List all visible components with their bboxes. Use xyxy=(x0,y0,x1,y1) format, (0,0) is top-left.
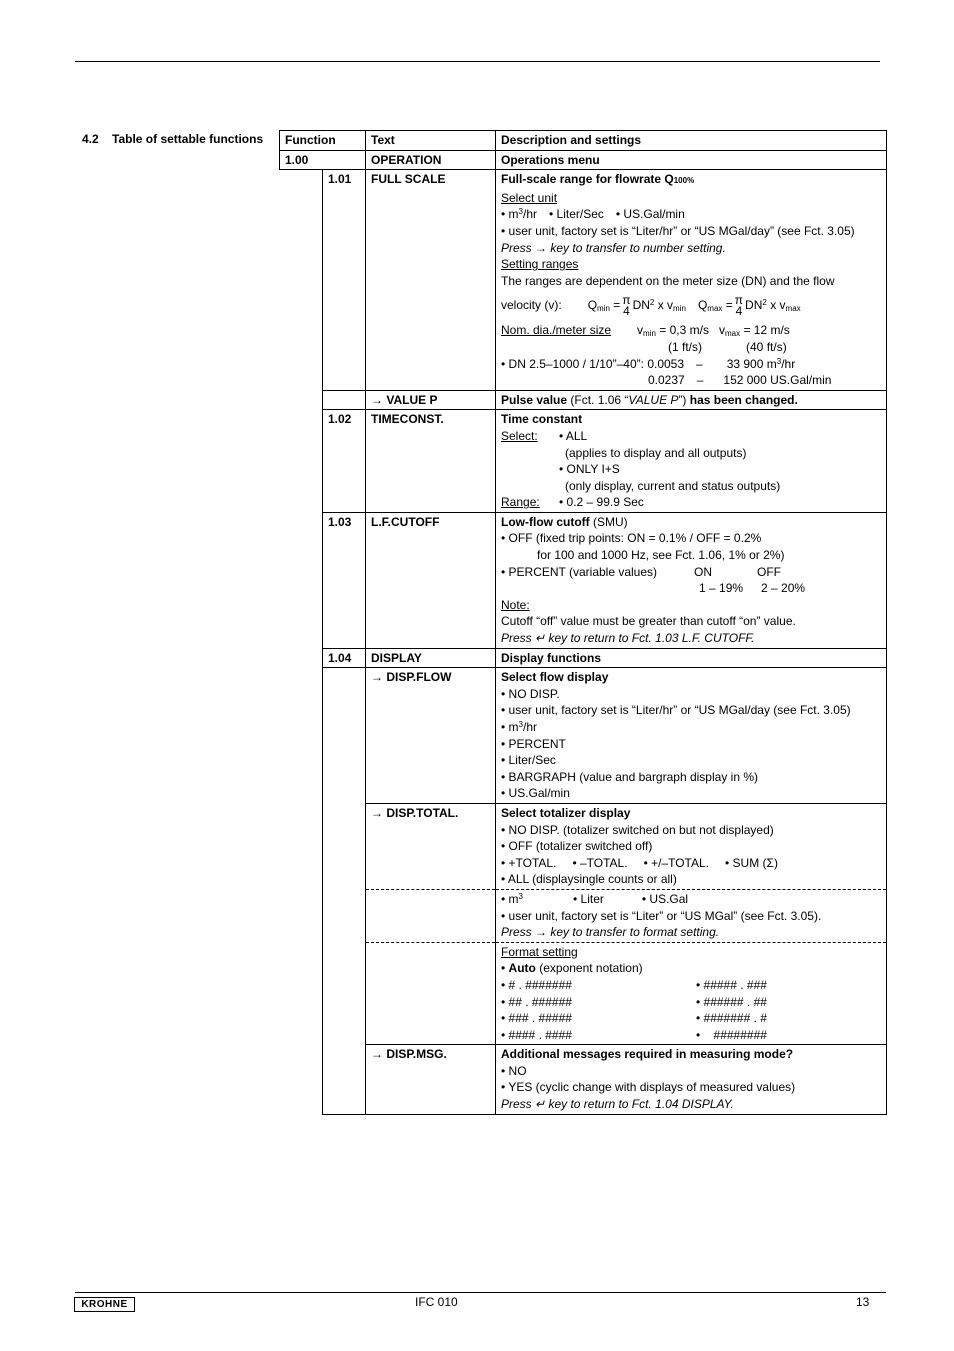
desc-line: Nom. dia./meter size $v_{min} = 0,3$ m/s $v_{max} = 12$ m/s xyxy=(501,323,790,339)
desc-line: (1 ft/s) (40 ft/s) xyxy=(668,339,787,354)
desc-line: 1 – 19% 2 – 20% xyxy=(699,581,806,596)
header-function: Function xyxy=(280,131,366,151)
function-description: Display functions xyxy=(496,648,887,668)
desc-title: Additional messages required in measuring mode? xyxy=(501,1047,794,1062)
header-text: Text xyxy=(366,131,496,151)
desc-line: • user unit, factory set is “Liter/hr” or “US MGal/day” (see Fct. 3.05) xyxy=(501,223,855,238)
desc-line: • NO xyxy=(501,1063,527,1078)
desc-line: • ONLY I+S xyxy=(559,462,620,477)
desc-line: • NO DISP. (totalizer switched on but not displayed) xyxy=(501,822,774,837)
desc-line: • DN 2.5–1000 / 1/10”–40”: 0.0053 – 33 900 $m^3/hr$ xyxy=(501,356,796,371)
function-text: → VALUE P xyxy=(366,390,496,410)
desc-line: (applies to display and all outputs) xyxy=(565,445,747,460)
function-text: → DISP.FLOW xyxy=(366,668,496,804)
footer-model: IFC 010 xyxy=(415,1295,458,1309)
function-description xyxy=(496,942,887,1045)
desc-subheading: Select unit xyxy=(501,190,558,205)
desc-line: • #### . #### • ######## xyxy=(501,1027,767,1042)
desc-line: Press → key to transfer to format setting. xyxy=(501,925,720,940)
desc-line: • ### . ##### • ####### . # xyxy=(501,1011,767,1026)
function-text: → DISP.MSG. xyxy=(366,1045,496,1114)
table-row xyxy=(280,512,887,648)
desc-line: • OFF (totalizer switched off) xyxy=(501,839,653,854)
function-description xyxy=(496,889,887,942)
function-text: DISPLAY xyxy=(366,648,496,668)
desc-title: Full-scale range for flowrate Q100% xyxy=(501,172,695,187)
function-number: 1.00 xyxy=(280,150,366,170)
desc-line: Range: • 0.2 – 99.9 Sec xyxy=(501,495,644,510)
page-number: 13 xyxy=(856,1295,870,1309)
desc-subheading: Setting ranges xyxy=(501,257,579,272)
desc-line: • US.Gal/min xyxy=(501,786,570,801)
desc-title: Select totalizer display xyxy=(501,805,631,820)
desc-line: • PERCENT xyxy=(501,736,566,751)
function-description: Pulse value (Fct. 1.06 “VALUE P”) has been changed. xyxy=(496,390,887,410)
table-row xyxy=(280,889,887,942)
function-text: L.F.CUTOFF xyxy=(366,512,496,648)
desc-line: • Liter/Sec xyxy=(501,753,556,768)
section-title: Table of settable functions xyxy=(112,132,264,146)
desc-line: • BARGRAPH (value and bargraph display in %) xyxy=(501,769,758,784)
function-number: 1.02 xyxy=(323,410,366,513)
desc-line: Press ↵ key to return to Fct. 1.04 DISPLAY. xyxy=(501,1097,734,1112)
function-description xyxy=(496,170,887,391)
header-rule xyxy=(75,61,880,62)
pi-fraction: π 4 xyxy=(734,293,744,319)
table-row xyxy=(280,410,887,513)
table-row xyxy=(280,1045,887,1114)
desc-line: Press ↵ key to return to Fct. 1.03 L.F. CUTOFF. xyxy=(501,631,755,646)
desc-line: Cutoff “off” value must be greater than cutoff “on” value. xyxy=(501,614,796,629)
table-row xyxy=(280,942,887,1045)
krohne-logo: KROHNE xyxy=(74,1297,135,1312)
desc-line: • YES (cyclic change with displays of measured values) xyxy=(501,1080,796,1095)
function-number: 1.01 xyxy=(323,170,366,391)
function-description xyxy=(496,410,887,513)
desc-line: • NO DISP. xyxy=(501,686,560,701)
desc-title: Select flow display xyxy=(501,670,609,685)
table-row xyxy=(280,803,887,889)
desc-line: • Auto (exponent notation) xyxy=(501,961,643,976)
table-row xyxy=(280,150,887,170)
section-number: 4.2 xyxy=(82,132,99,146)
table-row xyxy=(280,648,887,668)
function-number: 1.04 xyxy=(323,648,366,668)
section-heading xyxy=(82,132,263,146)
function-description: Operations menu xyxy=(496,150,887,170)
function-description xyxy=(496,803,887,889)
function-text: → DISP.TOTAL. xyxy=(366,803,496,889)
desc-subheading: Format setting xyxy=(501,944,578,959)
function-text: TIMECONST. xyxy=(366,410,496,513)
function-text: OPERATION xyxy=(366,150,496,170)
desc-line: 0.0237 – 152 000 US.Gal/min xyxy=(648,373,832,388)
desc-subheading: Note: xyxy=(501,597,530,612)
desc-line: • # . ####### • ##### . ### xyxy=(501,977,767,992)
table-row xyxy=(280,170,887,391)
header-description: Description and settings xyxy=(496,131,887,151)
desc-line: • user unit, factory set is “Liter/hr” or “US MGal/day (see Fct. 3.05) xyxy=(501,703,851,718)
desc-line: (only display, current and status outputs) xyxy=(565,478,781,493)
table-row xyxy=(280,390,887,410)
function-description xyxy=(496,512,887,648)
desc-line: for 100 and 1000 Hz, see Fct. 1.06, 1% or 2%) xyxy=(537,548,785,563)
function-text: FULL SCALE xyxy=(366,170,496,391)
desc-line: • $m^3/hr$ xyxy=(501,720,537,734)
desc-line: The ranges are dependent on the meter size (DN) and the flow xyxy=(501,273,835,288)
desc-line: Press → key to transfer to number setting. xyxy=(501,240,726,255)
desc-line: • +TOTAL. • –TOTAL. • +/–TOTAL. • SUM (Σ) xyxy=(501,855,778,870)
function-description xyxy=(496,1045,887,1114)
desc-line: Select: • ALL xyxy=(501,428,588,443)
desc-line: • $m^3$ • Liter • US.Gal xyxy=(501,891,689,906)
desc-line: • PERCENT (variable values) ON OFF xyxy=(501,564,781,579)
desc-title: Time constant xyxy=(501,412,583,427)
pi-fraction: π 4 xyxy=(622,293,631,319)
desc-line: • ALL (displaysingle counts or all) xyxy=(501,872,677,887)
formula-line: velocity (v): $Q_{min}$ = π 4 $DN^2$ x $v_{min}$ $Q_{max}$ = π 4 $DN^2$ x $v_{max}$ xyxy=(501,293,801,319)
desc-line: • $m^3/hr$ • Liter/Sec • US.Gal/min xyxy=(501,207,685,222)
table-header-row xyxy=(280,131,887,151)
footer-rule xyxy=(75,1292,886,1293)
function-number: 1.03 xyxy=(323,512,366,648)
desc-line: • user unit, factory set is “Liter” or “US MGal” (see Fct. 3.05). xyxy=(501,908,822,923)
desc-line: • OFF (fixed trip points: ON = 0.1% / OFF = 0.2% xyxy=(501,531,762,546)
indent-cell xyxy=(280,170,323,391)
desc-title: Low-flow cutoff (SMU) xyxy=(501,514,628,529)
desc-line: • ## . ###### • ###### . ## xyxy=(501,994,767,1009)
table-row xyxy=(280,668,887,804)
function-table xyxy=(279,130,887,1115)
function-description xyxy=(496,668,887,804)
